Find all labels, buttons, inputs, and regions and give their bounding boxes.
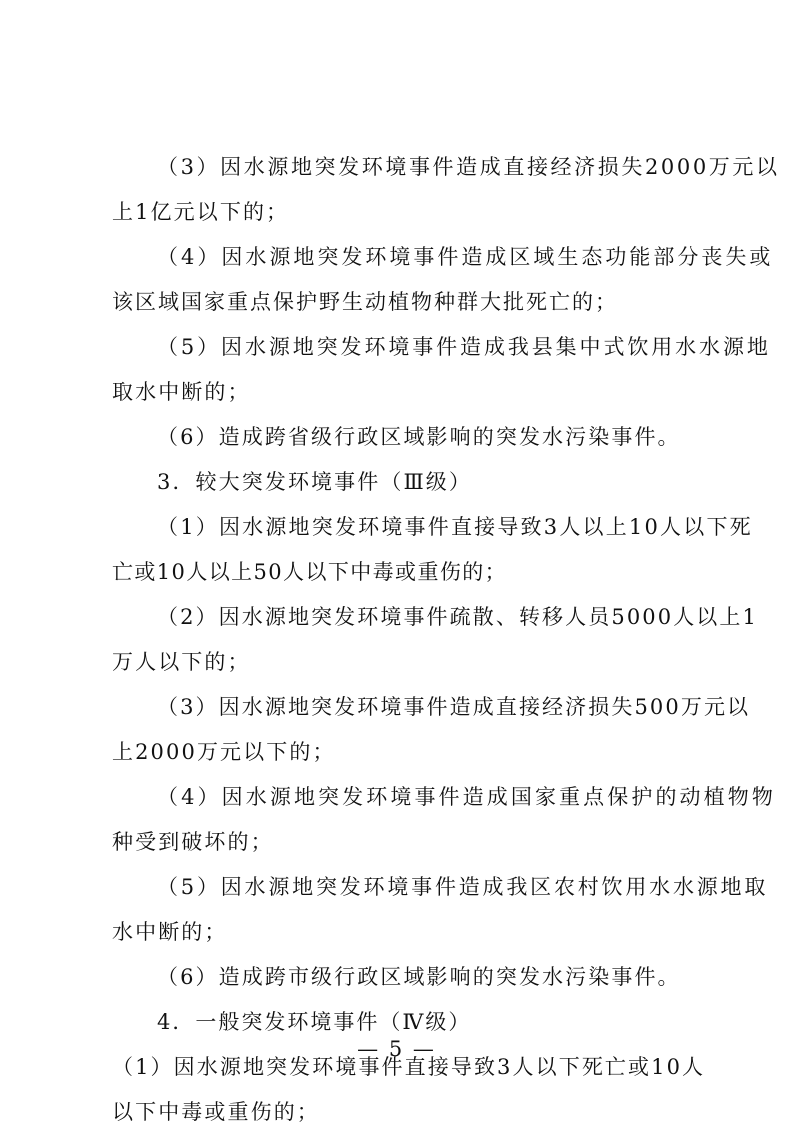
text-line: （4）因水源地突发环境事件造成国家重点保护的动植物物 <box>157 785 776 809</box>
text-line: 取水中断的； <box>112 380 251 404</box>
text-line: （1）因水源地突发环境事件直接导致3人以下死亡或10人 <box>112 1055 706 1079</box>
text-line: （5）因水源地突发环境事件造成我县集中式饮用水水源地 <box>157 335 771 359</box>
text-line: （6）造成跨市级行政区域影响的突发水污染事件。 <box>157 965 681 989</box>
text-line: 上2000万元以下的； <box>112 740 336 764</box>
text-line: 该区域国家重点保护野生动植物种群大批死亡的； <box>112 290 618 314</box>
page-number: — 5 — <box>357 1037 436 1061</box>
text-line: （2）因水源地突发环境事件疏散、转移人员5000人以上1 <box>157 605 758 629</box>
text-line: 水中断的； <box>112 920 228 944</box>
text-line: （4）因水源地突发环境事件造成区域生态功能部分丧失或 <box>157 245 774 269</box>
section-heading: 4．一般突发环境事件（Ⅳ级） <box>157 1010 472 1034</box>
section-heading: 3．较大突发环境事件（Ⅲ级） <box>157 470 473 494</box>
text-line: （3）因水源地突发环境事件造成直接经济损失2000万元以 <box>157 155 780 179</box>
text-line: （3）因水源地突发环境事件造成直接经济损失500万元以 <box>157 695 751 719</box>
text-line: （5）因水源地突发环境事件造成我区农村饮用水水源地取 <box>157 875 769 899</box>
text-line: 以下中毒或重伤的； <box>112 1100 320 1124</box>
text-line: 种受到破坏的； <box>112 830 274 854</box>
text-line: （1）因水源地突发环境事件直接导致3人以上10人以下死 <box>157 515 753 539</box>
text-line: （6）造成跨省级行政区域影响的突发水污染事件。 <box>157 425 681 449</box>
text-line: 上1亿元以下的； <box>112 200 290 224</box>
text-line: 万人以下的； <box>112 650 251 674</box>
text-line: 亡或10人以上50人以下中毒或重伤的； <box>112 560 508 584</box>
